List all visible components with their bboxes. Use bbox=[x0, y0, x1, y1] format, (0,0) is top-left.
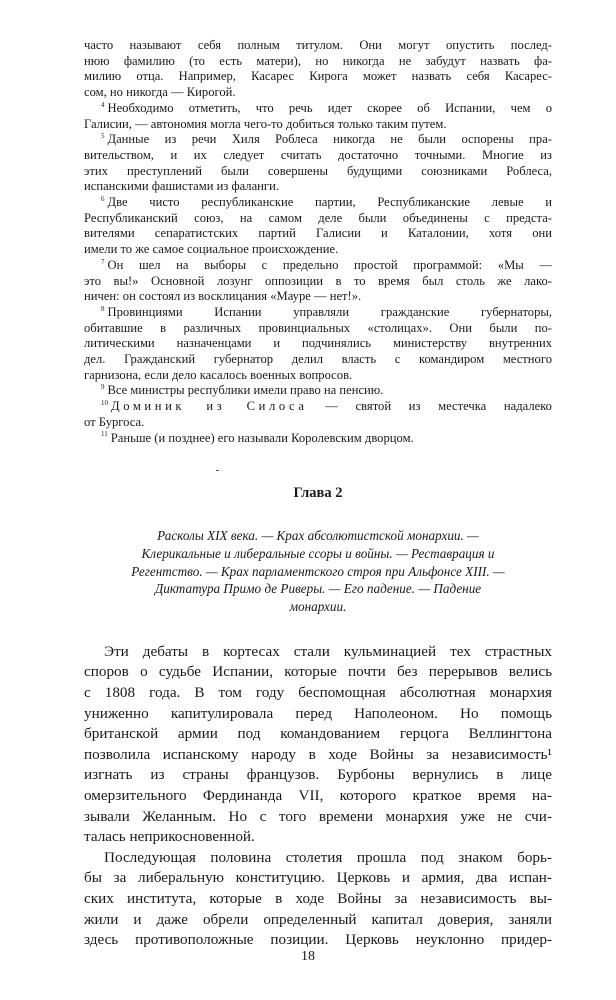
chapter-epigraph bbox=[84, 527, 552, 616]
footnote: $^{11}$ Раньше (и позднее) его называли Королевским дворцом. bbox=[101, 430, 414, 445]
epigraph-line: монархии. bbox=[289, 599, 347, 615]
footnote: часто называют себя полным титулом. Они могут опустить послед- нюю фамилию (то есть матери), но никогда не забудут назвать фа- милию отца. Например, Касарес Кирога может назвать себя Касарес- сом, но никогда — Кирогой. bbox=[84, 38, 552, 100]
chapter-body bbox=[84, 642, 552, 951]
footnote: $^{10}$ Доминик из Силоса — святой из местечка надалеко от Бургоса. bbox=[84, 398, 552, 429]
body-paragraph: Последующая половина столетия прошла под знаком борь- бы за либеральную конституцию. Церковь и армия, два испан- ских института, которые в ходе Войны за независимость вы- жили и даже обрели определенный капитал доверия, заняли здесь противоположные позиции. Церковь неуклонно придер- bbox=[84, 848, 552, 949]
footnote: $^4$ Необходимо отметить, что речь идет скорее об Испании, чем о Галисии, — автономия могла чего-то добиться только таким путем. bbox=[84, 100, 552, 131]
footnote: $^8$ Провинциями Испании управляли гражданские губернаторы, обитавшие в различных провинциальных «столицах». Они были по- литическими назначенцами и подчинялись министерству внутренних дел. Гражданский губернатор делил власть с командиром местного гарнизона, если дело касалось военных вопросов. bbox=[84, 304, 552, 382]
footnote: $^5$ Данные из речи Хиля Роблеса никогда не были оспорены пра- вительством, и их следует считать достаточно точными. Многие из этих преступлений были совершены будущими союзниками Роблеса, испанскими фашистами из фаланги. bbox=[84, 132, 552, 194]
epigraph-line: Диктатура Примо де Риверы. — Его падение. — Падение bbox=[154, 581, 482, 597]
footnotes bbox=[84, 38, 552, 446]
footnote: $^6$ Две чисто республиканские партии, Республиканские левые и Республиканский союз, на самом деле были объединены с предста- вителями сепаратистских партий Галисии и Каталонии, хотя они имели то же самое социальное происхождение. bbox=[84, 194, 552, 257]
epigraph-line: Клерикальные и либеральные ссоры и войны. — Реставрация и bbox=[141, 545, 495, 561]
footnote: $^9$ Все министры республики имели право на пенсию. bbox=[101, 383, 384, 398]
epigraph-line: Регентство. — Крах парламентского строя при Альфонсе XIII. — bbox=[131, 563, 505, 579]
footnote: $^7$ Он шел на выборы с предельно простой программой: «Мы — это вы!» Основной лозунг оппозиции в то время был столь же лако- ничен: он состоял из восклицания «Мауре — нет!». bbox=[84, 257, 552, 304]
body-paragraph: Эти дебаты в кортесах стали кульминацией тех страстных споров о судьбе Испании, которые почти без перерывов велись с 1808 года. В том году беспомощная абсолютная монархия униженно капитулировала перед Наполеоном. Но помощь британской армии под командованием герцога Веллингтона позволила испанскому народу в ходе Войны за независимость¹ изгнать из страны французов. Бурбоны вернулись в лице омерзительного Фердинанда VII, которого краткое время на- зывали Желанным. Но с того времени монархия уже не счи- талась неприкосновенной. bbox=[84, 642, 552, 846]
decorative-mark bbox=[216, 470, 219, 471]
page-content bbox=[84, 38, 552, 951]
epigraph-line: Расколы XIX века. — Крах абсолютистской монархии. — bbox=[157, 528, 479, 544]
page-number: 18 bbox=[301, 949, 315, 964]
chapter-title: Глава 2 bbox=[293, 485, 343, 502]
